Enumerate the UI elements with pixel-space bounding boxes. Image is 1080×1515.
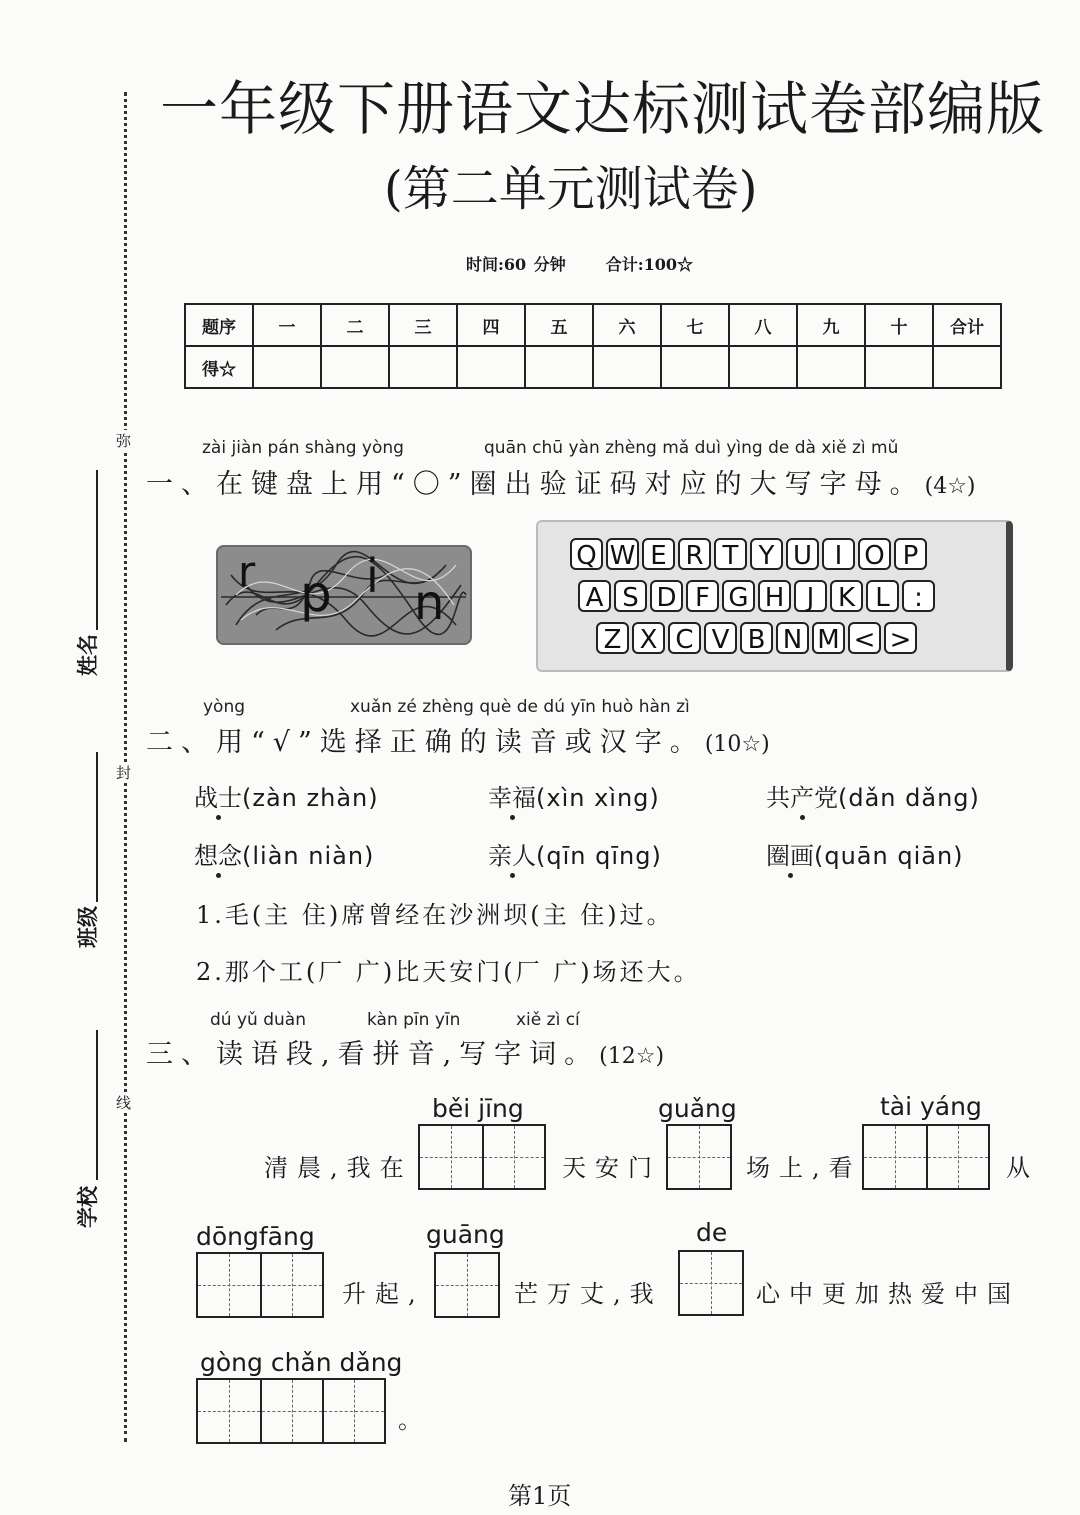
score-col-3: 三: [389, 304, 457, 346]
q2-heading: [146, 720, 770, 759]
q2-item-xingfu[interactable]: [488, 778, 660, 813]
q2-sentence-2[interactable]: 2.那个工(厂 广)比天安门(厂 广)场还大。: [196, 958, 701, 986]
writing-cell[interactable]: [322, 1380, 384, 1442]
key-a[interactable]: A: [578, 580, 611, 612]
score-col-label: 题序: [185, 304, 253, 346]
exam-total: 合计:100☆: [605, 255, 694, 274]
score-table-header-row: [185, 304, 1001, 346]
q1-score: (4☆): [924, 474, 976, 499]
q3-text: 三、读语段,看拼音,写字词。: [146, 1039, 600, 1070]
score-table-score-row: [185, 346, 1001, 388]
q2-item-qinren[interactable]: [488, 836, 662, 871]
page-number: 第1页: [508, 1482, 572, 1510]
keyboard-row-1: [570, 538, 927, 570]
writing-cell[interactable]: [436, 1254, 498, 1316]
py-dongfang: dōngfāng: [196, 1222, 315, 1251]
q2-word: 共产党: [766, 784, 838, 812]
writing-cell[interactable]: [260, 1254, 322, 1316]
q1-heading: [146, 462, 976, 501]
score-row-label: 得☆: [185, 346, 253, 388]
name-field[interactable]: [66, 470, 126, 690]
writing-grid-guang-light[interactable]: [434, 1252, 500, 1318]
q2-word: 幸福: [488, 784, 536, 812]
score-col-4: 四: [457, 304, 525, 346]
q2-word: 战士: [194, 784, 242, 812]
q2-options[interactable]: (xìn xìng): [536, 784, 660, 812]
q1-pinyin-a: zài jiàn pán shàng yòng: [202, 438, 404, 458]
score-col-8: 八: [729, 304, 797, 346]
score-col-10: 十: [865, 304, 933, 346]
q3-text-2: 天安门: [562, 1154, 661, 1182]
key-x[interactable]: X: [632, 622, 665, 654]
q2-word: 想念: [194, 842, 242, 870]
key-n[interactable]: N: [776, 622, 809, 654]
q2-text: 二、用“√”选择正确的读音或汉字。: [146, 727, 705, 758]
q3-pinyin-b: kàn pīn yīn: [367, 1010, 461, 1030]
captcha-image: [216, 545, 472, 645]
writing-grid-guang[interactable]: [666, 1124, 732, 1190]
q1-pinyin-b: quān chū yàn zhèng mǎ duì yìng de dà xiě zì mǔ: [484, 438, 899, 458]
q2-word: 亲人: [488, 842, 536, 870]
score-col-2: 二: [321, 304, 389, 346]
captcha-letter-r: r: [238, 547, 256, 596]
key-h[interactable]: H: [758, 580, 791, 612]
q2-options[interactable]: (dǎn dǎng): [838, 784, 980, 812]
page-subtitle: (第二单元测试卷): [384, 161, 758, 217]
score-cell[interactable]: [797, 346, 865, 388]
key-y[interactable]: Y: [750, 538, 783, 570]
q2-options[interactable]: (zàn zhàn): [242, 784, 379, 812]
score-col-7: 七: [661, 304, 729, 346]
class-field[interactable]: [66, 752, 126, 972]
py-guang-light: guāng: [426, 1220, 505, 1249]
q3-heading: [146, 1032, 664, 1071]
py-beijing: běi jīng: [432, 1094, 524, 1123]
writing-grid-beijing[interactable]: [418, 1124, 546, 1190]
key-p[interactable]: P: [894, 538, 927, 570]
key-u[interactable]: U: [786, 538, 819, 570]
writing-grid-gongchandang[interactable]: [196, 1378, 386, 1444]
key-g[interactable]: G: [722, 580, 755, 612]
binding-char-xian: 线: [116, 1094, 132, 1112]
score-table: [184, 303, 1002, 389]
keyboard-row-2: [578, 580, 935, 612]
school-field[interactable]: [66, 1030, 126, 1250]
school-field-label: 学校: [76, 1186, 100, 1228]
q3-score: (12☆): [599, 1044, 665, 1069]
q2-score: (10☆): [704, 732, 770, 757]
py-guang-square: guǎng: [658, 1094, 737, 1123]
key-v[interactable]: V: [704, 622, 737, 654]
q2-word: 圈画: [766, 842, 814, 870]
score-cell[interactable]: [457, 346, 525, 388]
q3-text-6: 芒万丈,我: [514, 1280, 663, 1308]
py-taiyang: tài yáng: [880, 1092, 982, 1121]
key-k[interactable]: K: [830, 580, 863, 612]
key-e[interactable]: E: [642, 538, 675, 570]
key-colon[interactable]: :: [902, 580, 935, 612]
key-z[interactable]: Z: [596, 622, 629, 654]
writing-grid-taiyang[interactable]: [862, 1124, 990, 1190]
key-w[interactable]: W: [606, 538, 639, 570]
binding-char-mi: 弥: [116, 432, 132, 450]
q3-text-5: 升起,: [342, 1280, 425, 1308]
score-cell[interactable]: [321, 346, 389, 388]
q2-pinyin-b: xuǎn zé zhèng què de dú yīn huò hàn zì: [350, 697, 690, 717]
key-r[interactable]: R: [678, 538, 711, 570]
q2-sentence-1[interactable]: 1.毛(主 住)席曾经在沙洲坝(主 住)过。: [196, 901, 674, 929]
score-cell[interactable]: [865, 346, 933, 388]
exam-time: 时间:60 分钟: [466, 255, 566, 274]
writing-cell[interactable]: [680, 1252, 742, 1314]
q2-item-zhanshi[interactable]: [194, 778, 379, 813]
score-col-6: 六: [593, 304, 661, 346]
exam-meta: [466, 252, 693, 275]
writing-grid-de[interactable]: [678, 1250, 744, 1316]
q2-options[interactable]: (quān qiān): [814, 842, 964, 870]
class-field-line: [96, 752, 98, 902]
q3-text-4: 从: [1006, 1154, 1039, 1182]
school-field-line: [96, 1030, 98, 1180]
keyboard-image: [536, 520, 1013, 672]
score-cell[interactable]: [661, 346, 729, 388]
writing-cell[interactable]: [864, 1126, 926, 1188]
score-col-total: 合计: [933, 304, 1001, 346]
score-cell[interactable]: [253, 346, 321, 388]
q3-text-7: 心中更加热爱中国: [756, 1280, 1020, 1308]
score-cell[interactable]: [933, 346, 1001, 388]
q2-pinyin-a: yòng: [203, 697, 246, 717]
key-c[interactable]: C: [668, 622, 701, 654]
writing-cell[interactable]: [482, 1126, 544, 1188]
key-j[interactable]: J: [794, 580, 827, 612]
q2-item-xiangnian[interactable]: [194, 836, 374, 871]
q2-options[interactable]: (qīn qīng): [536, 842, 662, 870]
captcha-letter-p: p: [300, 565, 332, 623]
score-col-9: 九: [797, 304, 865, 346]
writing-cell[interactable]: [198, 1380, 260, 1442]
key-b[interactable]: B: [740, 622, 773, 654]
key-i[interactable]: I: [822, 538, 855, 570]
captcha-letter-n: n: [414, 575, 445, 631]
binding-char-feng: 封: [116, 764, 132, 782]
score-cell[interactable]: [525, 346, 593, 388]
writing-cell[interactable]: [668, 1126, 730, 1188]
key-q[interactable]: Q: [570, 538, 603, 570]
page-title: 一年级下册语文达标测试卷部编版: [160, 75, 1046, 143]
key-l[interactable]: L: [866, 580, 899, 612]
name-field-line: [96, 470, 98, 630]
q3-pinyin-c: xiě zì cí: [516, 1010, 580, 1030]
score-col-1: 一: [253, 304, 321, 346]
py-gongchandang: gòng chǎn dǎng: [200, 1348, 403, 1377]
key-less-than[interactable]: <: [848, 622, 881, 654]
q3-pinyin-a: dú yǔ duàn: [210, 1010, 306, 1030]
score-cell[interactable]: [729, 346, 797, 388]
key-f[interactable]: F: [686, 580, 719, 612]
q2-options[interactable]: (liàn niàn): [242, 842, 375, 870]
q1-text: 一、在键盘上用“〇”圈出验证码对应的大写字母。: [146, 469, 925, 500]
q3-text-8: 。: [398, 1406, 431, 1434]
class-field-label: 班级: [76, 906, 100, 948]
captcha-letter-i: i: [366, 549, 379, 603]
key-o[interactable]: O: [858, 538, 891, 570]
writing-cell[interactable]: [198, 1254, 260, 1316]
key-d[interactable]: D: [650, 580, 683, 612]
writing-cell[interactable]: [260, 1380, 322, 1442]
key-m[interactable]: M: [812, 622, 845, 654]
score-col-5: 五: [525, 304, 593, 346]
q2-item-gongchandang[interactable]: [766, 778, 980, 813]
key-t[interactable]: T: [714, 538, 747, 570]
name-field-label: 姓名: [76, 634, 100, 676]
q3-text-1: 清晨,我在: [264, 1154, 413, 1182]
q2-item-quanhua[interactable]: [766, 836, 964, 871]
py-de: de: [696, 1218, 728, 1247]
writing-grid-dongfang[interactable]: [196, 1252, 324, 1318]
key-greater-than[interactable]: >: [884, 622, 917, 654]
score-cell[interactable]: [389, 346, 457, 388]
q3-text-3: 场上,看: [746, 1154, 862, 1182]
key-s[interactable]: S: [614, 580, 647, 612]
keyboard-row-3: [596, 622, 917, 654]
writing-cell[interactable]: [420, 1126, 482, 1188]
score-cell[interactable]: [593, 346, 661, 388]
writing-cell[interactable]: [926, 1126, 988, 1188]
